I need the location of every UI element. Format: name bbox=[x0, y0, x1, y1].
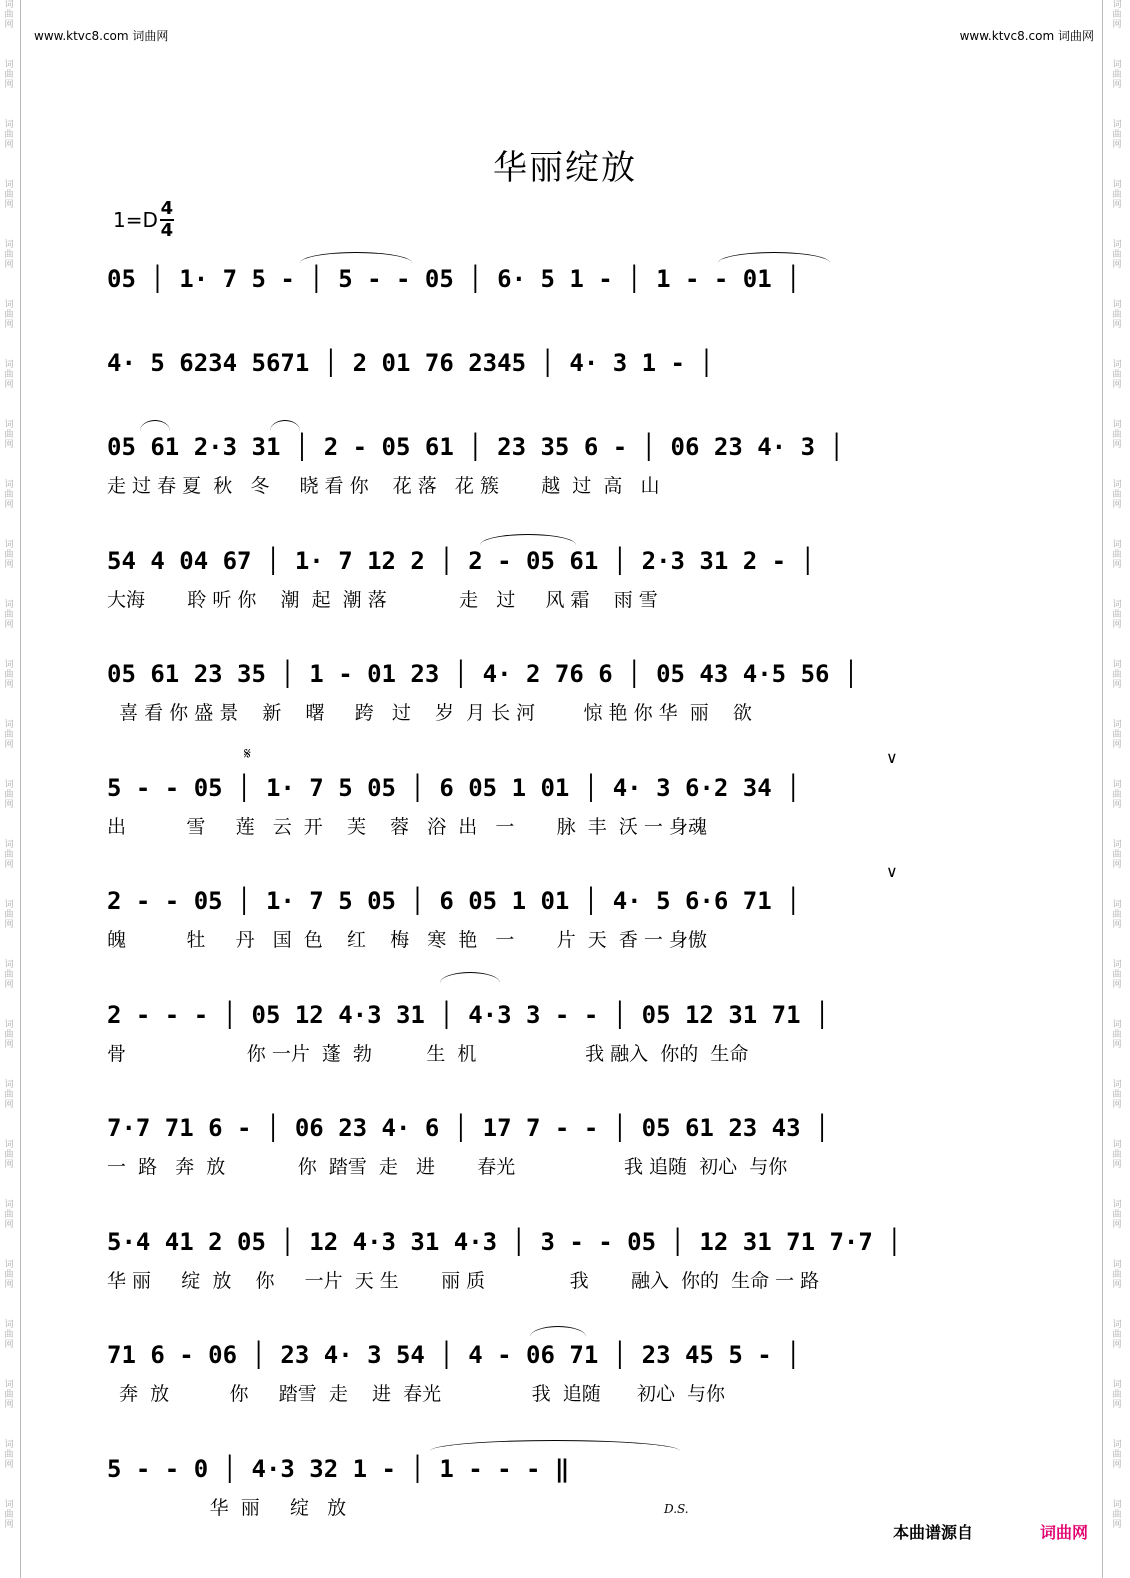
notation-line: 71 6 - 06 │ 23 4· 3 54 │ 4 - 06 71 │ 23 45 5 - │ bbox=[107, 1341, 801, 1369]
breath-mark: ∨ bbox=[886, 862, 898, 881]
lyric-line: 走 过 春 夏 秋 冬 晓 看 你 花 落 花 簇 越 过 高 山 bbox=[107, 475, 660, 497]
score-row bbox=[0, 998, 1130, 1098]
footer-site-link[interactable]: 词曲网 bbox=[1040, 1523, 1089, 1542]
ds-mark: D.S. bbox=[664, 1502, 689, 1516]
key-prefix: 1=D bbox=[113, 208, 158, 232]
notation-line: 05 61 2·3 31 │ 2 - 05 61 │ 23 35 6 - │ 06 23 4· 3 │ bbox=[107, 433, 844, 461]
header-site-right[interactable]: www.ktvc8.com 词曲网 bbox=[959, 29, 1094, 43]
lyric-line: 大海 聆 听 你 潮 起 潮 落 走 过 风 霜 雨 雪 bbox=[107, 589, 658, 611]
header-site-left[interactable]: www.ktvc8.com 词曲网 bbox=[34, 29, 169, 43]
lyric-line: 出 雪 莲 云 开 芙 蓉 浴 出 一 脉 丰 沃 一 身魂 bbox=[107, 816, 707, 838]
score-row bbox=[0, 430, 1130, 530]
notation-line: 2 - - 05 │ 1· 7 5 05 │ 6 05 1 01 │ 4· 5 6·6 71 │ bbox=[107, 887, 801, 915]
notation-line: 05 61 23 35 │ 1 - 01 23 │ 4· 2 76 6 │ 05 43 4·5 56 │ bbox=[107, 660, 859, 688]
notation-line: 2 - - - │ 05 12 4·3 31 │ 4·3 3 - - │ 05 12 31 71 │ bbox=[107, 1001, 830, 1029]
lyric-line: 魄 牡 丹 国 色 红 梅 寒 艳 一 片 天 香 一 身傲 bbox=[107, 929, 707, 951]
right-watermark-strip: 词 曲 网 词 曲 网 词 曲 网 词 曲 网 词 曲 网 词 曲 网 词 曲 网 词 曲 网 词 曲 网 词 曲 网 词 曲 网 词 曲 网 词 曲 网 词 曲 网 词 曲 网 词 曲 网 词 曲 网 词 曲 网 词 曲 网 词 曲 网 词 曲 网 词 曲 网 词 曲 网 词 曲 网 词 曲 网 词 曲 网 bbox=[1112, 0, 1122, 1530]
notation-line: 05 │ 1· 7 5 - │ 5 - - 05 │ 6· 5 1 - │ 1 - - 01 │ bbox=[107, 265, 801, 293]
slur-mark bbox=[530, 1326, 586, 1337]
left-watermark-strip: 词 曲 网 词 曲 网 词 曲 网 词 曲 网 词 曲 网 词 曲 网 词 曲 网 词 曲 网 词 曲 网 词 曲 网 词 曲 网 词 曲 网 词 曲 网 词 曲 网 词 曲 网 词 曲 网 词 曲 网 词 曲 网 词 曲 网 词 曲 网 词 曲 网 词 曲 网 词 曲 网 词 曲 网 词 曲 网 词 曲 网 bbox=[4, 0, 14, 1530]
slur-mark bbox=[718, 252, 830, 263]
score-row bbox=[0, 1338, 1130, 1438]
notation-line: 54 4 04 67 │ 1· 7 12 2 │ 2 - 05 61 │ 2·3 31 2 - │ bbox=[107, 547, 816, 575]
lyric-line: 喜 看 你 盛 景 新 曙 跨 过 岁 月 长 河 惊 艳 你 华 丽 欲 bbox=[107, 702, 752, 724]
score-title: 华丽绽放 bbox=[493, 148, 637, 188]
key-signature bbox=[113, 200, 174, 240]
slur-mark bbox=[430, 1440, 680, 1451]
lyric-line: 一 路 奔 放 你 踏雪 走 进 春光 我 追随 初心 与你 bbox=[107, 1156, 788, 1178]
score-row bbox=[0, 1111, 1130, 1211]
time-bottom: 4 bbox=[160, 220, 174, 241]
slur-mark bbox=[300, 252, 412, 263]
score-row bbox=[0, 544, 1130, 644]
score-row bbox=[0, 1225, 1130, 1325]
segno-mark: 𝄋 bbox=[244, 744, 251, 763]
notation-line: 4· 5 6234 5671 │ 2 01 76 2345 │ 4· 3 1 - │ bbox=[107, 349, 714, 377]
lyric-line: 奔 放 你 踏雪 走 进 春光 我 追随 初心 与你 bbox=[107, 1383, 726, 1405]
lyric-line: 骨 你 一片 蓬 勃 生 机 我 融入 你的 生命 bbox=[107, 1043, 749, 1065]
notation-line: 5·4 41 2 05 │ 12 4·3 31 4·3 │ 3 - - 05 │ 12 31 71 7·7 │ bbox=[107, 1228, 902, 1256]
score-row bbox=[0, 884, 1130, 984]
breath-mark: ∨ bbox=[886, 748, 898, 767]
lyric-line: 华 丽 绽 放 你 一片 天 生 丽 质 我 融入 你的 生命 一 路 bbox=[107, 1270, 820, 1292]
notation-line: 5 - - 05 │ 1· 7 5 05 │ 6 05 1 01 │ 4· 3 6·2 34 │ bbox=[107, 774, 801, 802]
footer-source-label: 本曲谱源自 bbox=[893, 1523, 974, 1542]
lyric-line: 华 丽 绽 放 bbox=[107, 1497, 347, 1519]
slur-mark bbox=[480, 534, 576, 545]
score-row bbox=[0, 771, 1130, 871]
notation-line: 7·7 71 6 - │ 06 23 4· 6 │ 17 7 - - │ 05 61 23 43 │ bbox=[107, 1114, 830, 1142]
score-row bbox=[0, 657, 1130, 757]
time-signature bbox=[160, 200, 174, 240]
notation-line: 5 - - 0 │ 4·3 32 1 - │ 1 - - - ‖ bbox=[107, 1455, 570, 1483]
time-top: 4 bbox=[160, 198, 174, 219]
